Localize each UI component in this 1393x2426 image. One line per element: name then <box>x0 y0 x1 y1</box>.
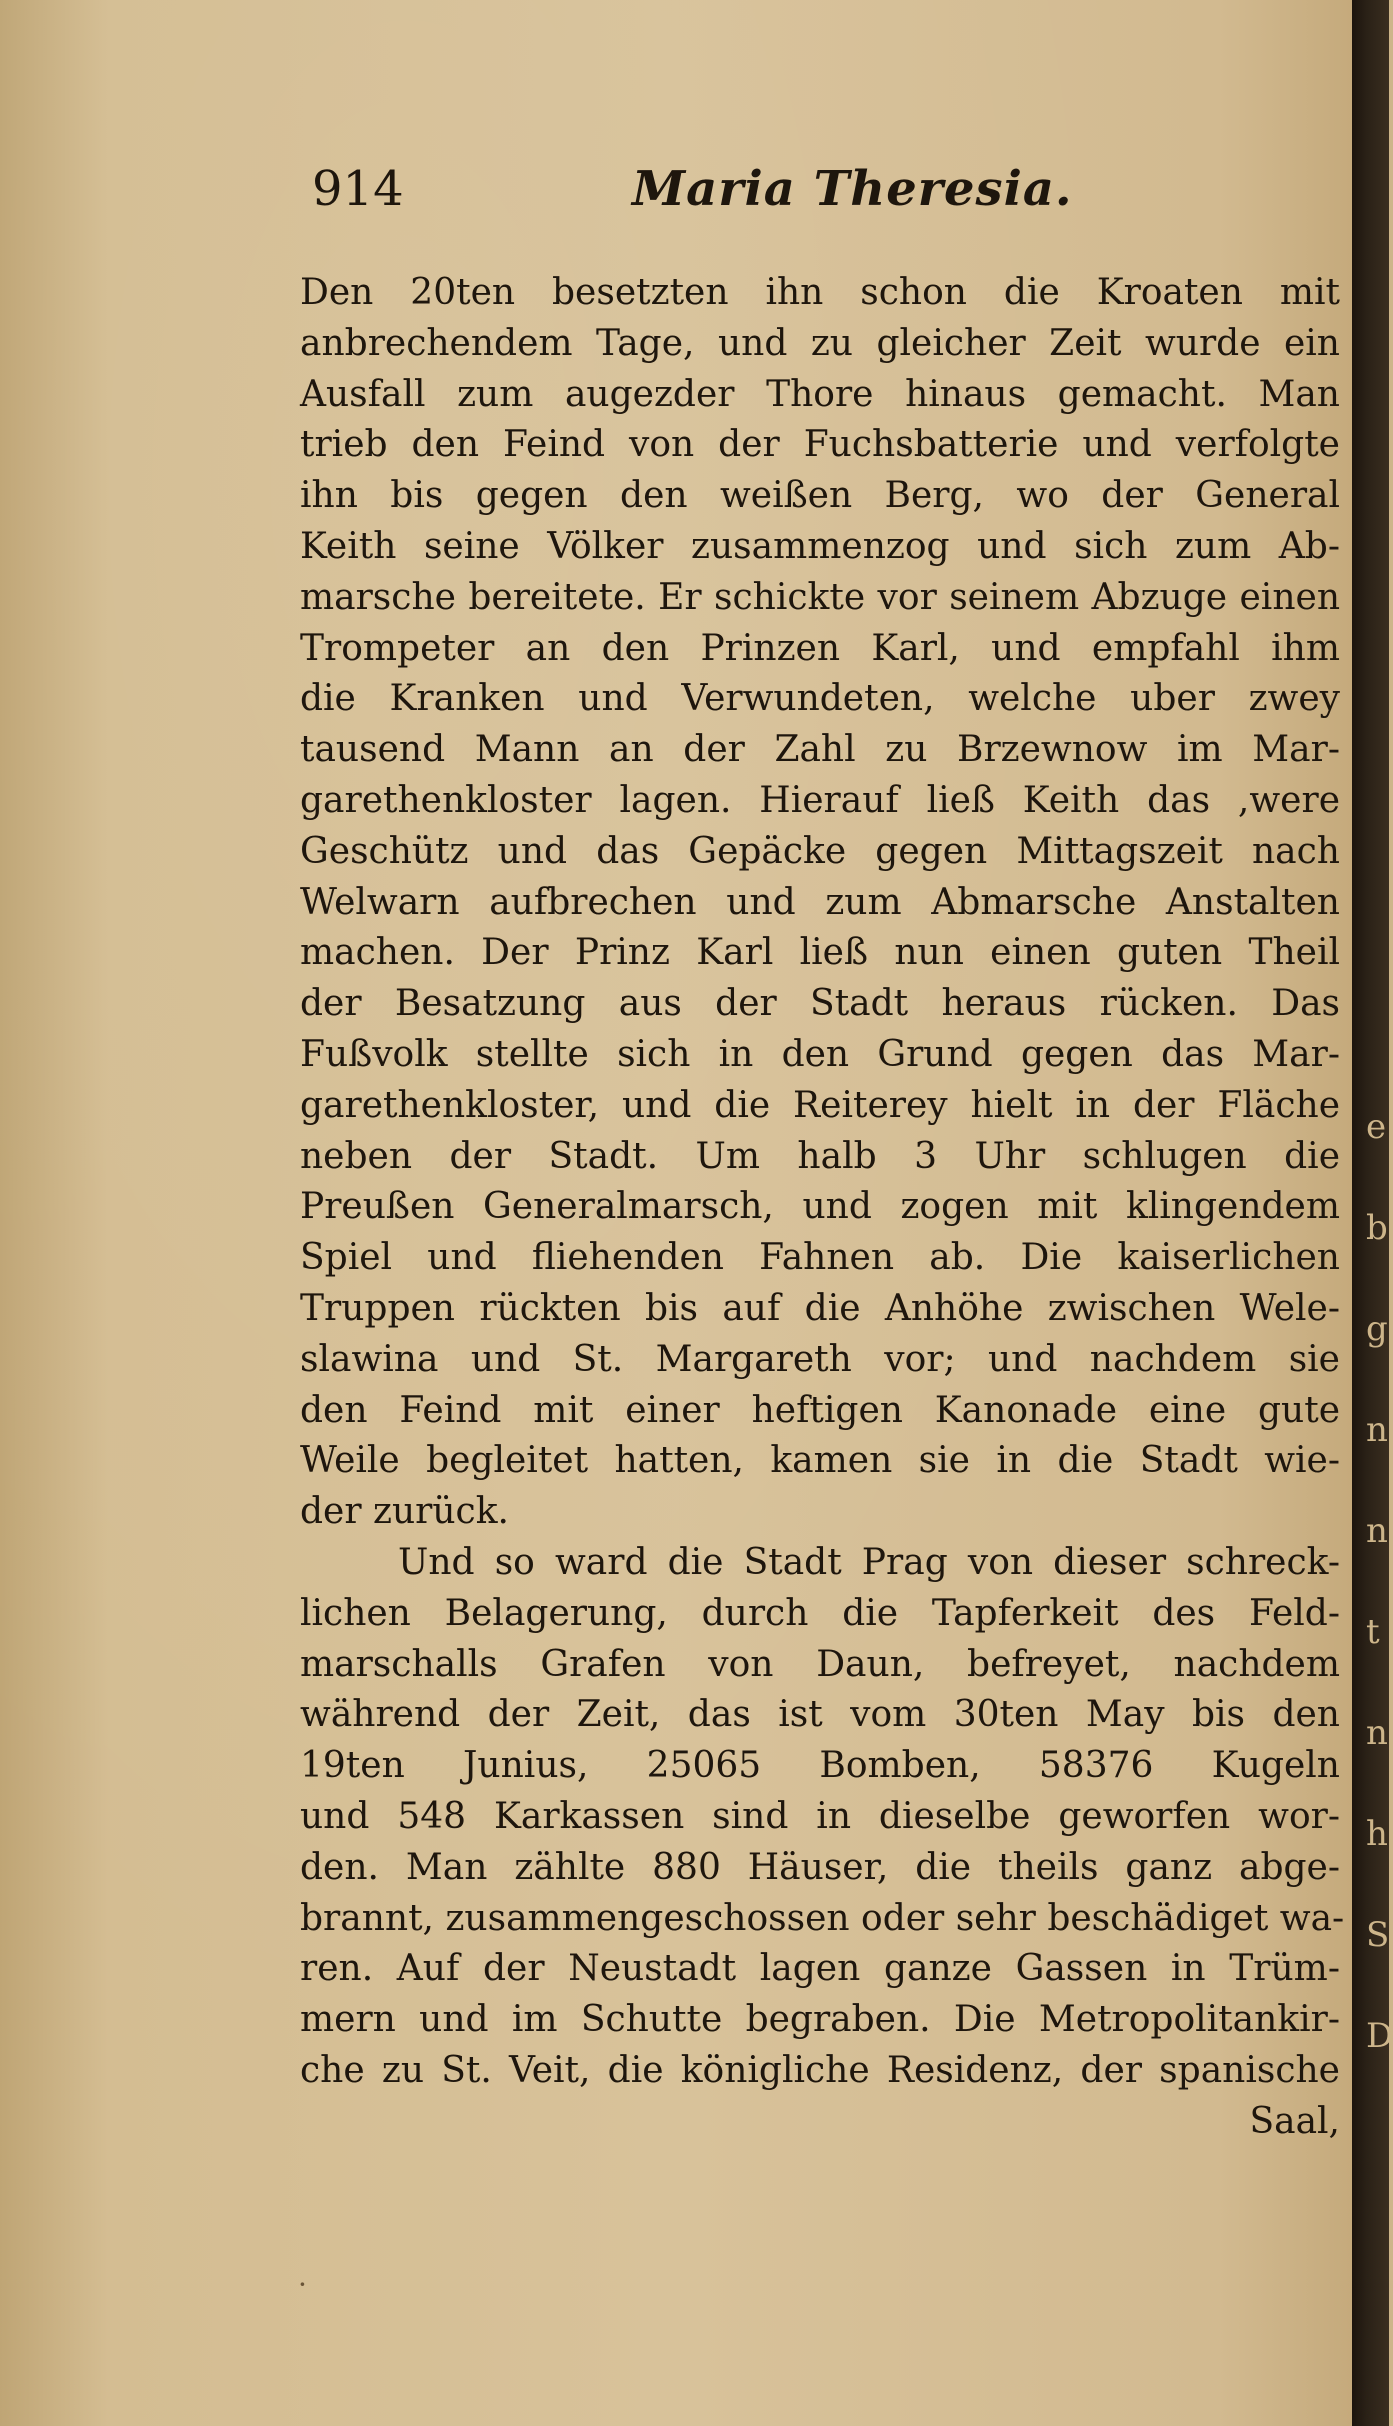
text-line: die Kranken und Verwundeten, welche uber zwey <box>300 678 1340 719</box>
text-line: während der Zeit, das ist vom 30ten May bis den <box>300 1694 1340 1735</box>
edge-letter: e <box>1366 1107 1387 1147</box>
edge-letter: t <box>1366 1612 1380 1652</box>
edge-letter: n <box>1366 1713 1388 1753</box>
text-line: den. Man zählte 880 Häuser, die theils ganz abge- <box>300 1847 1340 1888</box>
text-line: machen. Der Prinz Karl ließ nun einen guten Theil <box>300 932 1340 973</box>
text-line: Keith seine Völker zusammenzog und sich zum Ab- <box>300 526 1340 567</box>
text-line: der zurück. <box>300 1491 509 1532</box>
text-line: lichen Belagerung, durch die Tapferkeit des Feld- <box>300 1593 1340 1634</box>
text-line: Den 20ten besetzten ihn schon die Kroaten mit <box>300 272 1340 313</box>
text-line: Ausfall zum augezder Thore hinaus gemacht. Man <box>300 374 1340 415</box>
ink-speck: · <box>298 2268 307 2301</box>
edge-letter: b <box>1366 1208 1388 1248</box>
text-line: Preußen Generalmarsch, und zogen mit klingendem <box>300 1186 1340 1227</box>
text-line: 19ten Junius, 25065 Bomben, 58376 Kugeln <box>300 1745 1340 1786</box>
text-line: slawina und St. Margareth vor; und nachdem sie <box>300 1339 1340 1380</box>
edge-letter: n <box>1366 1410 1388 1450</box>
text-line: Und so ward die Stadt Prag von dieser schreck- <box>398 1542 1340 1583</box>
text-line: Spiel und fliehenden Fahnen ab. Die kaiserlichen <box>300 1237 1340 1278</box>
text-line: tausend Mann an der Zahl zu Brzewnow im Mar- <box>300 729 1340 770</box>
text-line: trieb den Feind von der Fuchsbatterie und verfolgte <box>300 424 1340 465</box>
edge-letter: S <box>1366 1915 1390 1955</box>
text-line: Truppen rückten bis auf die Anhöhe zwischen Wele- <box>300 1288 1340 1329</box>
text-line: ihn bis gegen den weißen Berg, wo der General <box>300 475 1340 516</box>
text-line: der Besatzung aus der Stadt heraus rücken. Das <box>300 983 1340 1024</box>
text-line: mern und im Schutte begraben. Die Metropolitankir- <box>300 1999 1340 2040</box>
text-line: Welwarn aufbrechen und zum Abmarsche Anstalten <box>300 882 1340 923</box>
text-line: anbrechendem Tage, und zu gleicher Zeit wurde ein <box>300 323 1340 364</box>
text-line: Fußvolk stellte sich in den Grund gegen das Mar- <box>300 1034 1340 1075</box>
page-header <box>312 158 1332 228</box>
edge-letter: n <box>1366 1511 1388 1551</box>
facing-page-edge <box>1366 1107 1393 2090</box>
edge-letter: g <box>1366 1309 1388 1349</box>
running-title: Maria Theresia. <box>632 161 1073 217</box>
text-line: und 548 Karkassen sind in dieselbe geworfen wor- <box>300 1796 1340 1837</box>
text-line: garethenkloster, und die Reiterey hielt in der Fläche <box>300 1085 1340 1126</box>
catchword: Saal, <box>1249 2101 1340 2142</box>
text-line: marsche bereitete. Er schickte vor seinem Abzuge einen <box>300 577 1340 618</box>
page-number: 914 <box>312 161 404 217</box>
text-line: Geschütz und das Gepäcke gegen Mittagszeit nach <box>300 831 1340 872</box>
text-line: den Feind mit einer heftigen Kanonade eine gute <box>300 1390 1340 1431</box>
text-line: brannt, zusammengeschossen oder sehr beschädiget wa- <box>300 1898 1345 1939</box>
text-line: garethenkloster lagen. Hierauf ließ Keith das ,were <box>300 780 1340 821</box>
text-line: ren. Auf der Neustadt lagen ganze Gassen in Trüm- <box>300 1948 1340 1989</box>
text-line: Trompeter an den Prinzen Karl, und empfahl ihm <box>300 628 1340 669</box>
edge-letter: h <box>1366 1814 1388 1854</box>
text-line: che zu St. Veit, die königliche Residenz, der spanische <box>300 2050 1340 2091</box>
text-line: Weile begleitet hatten, kamen sie in die Stadt wie- <box>300 1440 1340 1481</box>
edge-letter: D <box>1366 2016 1393 2056</box>
text-line: marschalls Grafen von Daun, befreyet, nachdem <box>300 1644 1340 1685</box>
text-line: neben der Stadt. Um halb 3 Uhr schlugen die <box>300 1136 1340 1177</box>
